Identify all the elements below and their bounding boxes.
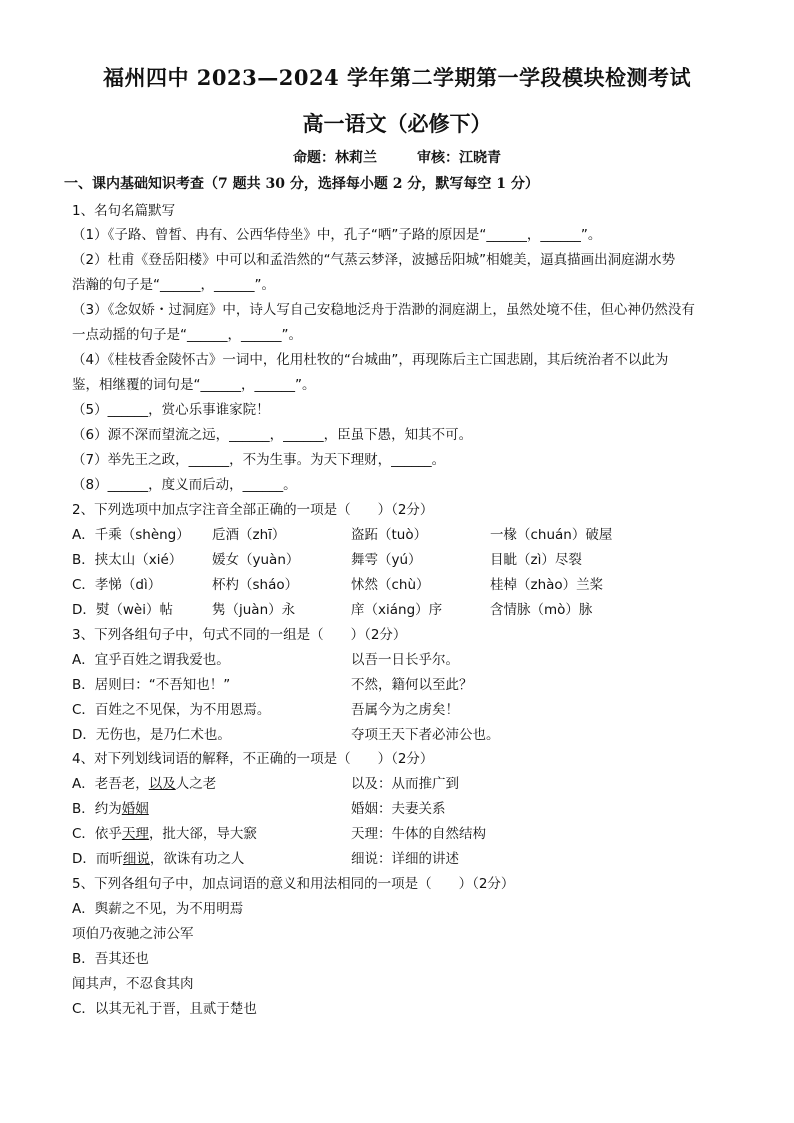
question-5-stem: 5、下列各组句子中，加点词语的意义和用法相同的一项是（ ）（2分） bbox=[72, 876, 515, 892]
q2-option: A．千乘（shèng） bbox=[72, 527, 190, 543]
q4-option-left: D．而听细说，欲诛有功之人 bbox=[72, 851, 245, 867]
reviewer: 审核：江晓青 bbox=[417, 150, 501, 166]
q2-option: 盗跖（tuò） bbox=[351, 527, 428, 543]
q1-line: （2）杜甫《登岳阳楼》中可以和孟浩然的“气蒸云梦泽，波撼岳阳城”相媲美，逼真描画出洞庭湖水势 bbox=[72, 252, 676, 268]
q1-line: （3）《念奴娇・过洞庭》中，诗人写自己安稳地泛舟于浩渺的洞庭湖上，虽然处境不佳，但心神仍然没有 bbox=[72, 302, 695, 318]
q2-option: 卮酒（zhī） bbox=[212, 527, 286, 543]
q3-option-left: D．无伤也，是乃仁术也。 bbox=[72, 727, 231, 743]
q5-line: 项伯乃夜驰之沛公军 bbox=[72, 926, 194, 942]
q2-option: 杯杓（sháo） bbox=[212, 577, 299, 593]
q4-option-right: 天理：牛体的自然结构 bbox=[351, 826, 486, 842]
q1-line: （5）______，赏心乐事谁家院！ bbox=[72, 402, 270, 418]
q3-option-right: 吾属今为之虏矣！ bbox=[351, 702, 459, 718]
q3-option-left: C．百姓之不见保，为不用恩焉。 bbox=[72, 702, 271, 718]
q1-line: 鉴，相继覆的词句是“______，______”。 bbox=[72, 377, 316, 393]
author: 命题：林莉兰 bbox=[293, 150, 377, 166]
q3-option-right: 不然，籍何以至此？ bbox=[351, 677, 473, 693]
q2-option: 媛女（yuàn） bbox=[212, 552, 300, 568]
q4-option-right: 细说：详细的讲述 bbox=[351, 851, 459, 867]
q3-option-right: 夺项王天下者必沛公也。 bbox=[351, 727, 500, 743]
q2-option: D．熨（wèi）帖 bbox=[72, 602, 173, 618]
q1-line: 一点动摇的句子是“______，______”。 bbox=[72, 327, 302, 343]
q1-line: （7）举先王之政，______，不为生事。为天下理财，______。 bbox=[72, 452, 446, 468]
q1-line: （8）______，度义而后动，______。 bbox=[72, 477, 297, 493]
q4-option-right: 婚姻：夫妻关系 bbox=[351, 801, 446, 817]
q2-option: 怵然（chù） bbox=[351, 577, 430, 593]
underlined-word: 婚姻 bbox=[121, 801, 149, 817]
q2-option: 舞雩（yú） bbox=[351, 552, 422, 568]
question-3-stem: 3、下列各组句子中，句式不同的一组是（ ）（2分） bbox=[72, 627, 407, 643]
exam-title: 福州四中 2023—2024 学年第二学期第一学段模块检测考试 bbox=[102, 65, 691, 90]
q3-option-left: B．居则曰：“不吾知也！” bbox=[72, 677, 231, 693]
author-line bbox=[0, 147, 794, 167]
question-4-stem: 4、对下列划线词语的解释，不正确的一项是（ ）（2分） bbox=[72, 751, 434, 767]
q4-option-left: A．老吾老，以及人之老 bbox=[72, 776, 217, 792]
q4-option-right: 以及：从而推广到 bbox=[351, 776, 459, 792]
q2-option: 隽（juàn）永 bbox=[212, 602, 296, 618]
q1-line: 浩瀚的句子是“______，______”。 bbox=[72, 277, 275, 293]
section-heading: 一、课内基础知识考查（7 题共 30 分，选择每小题 2 分，默写每空 1 分） bbox=[64, 176, 539, 192]
q5-line: 闻其声，不忍食其肉 bbox=[72, 976, 194, 992]
underlined-word: 天理 bbox=[121, 826, 149, 842]
q2-option: 含情脉（mò）脉 bbox=[490, 602, 593, 618]
q2-option: 庠（xiáng）序 bbox=[351, 602, 443, 618]
q1-line: （4）《桂枝香金陵怀古》一词中，化用杜牧的“台城曲”，再现陈后主亡国悲剧，其后统治者不以此为 bbox=[72, 352, 669, 368]
q5-line: B．吾其还也 bbox=[72, 951, 149, 967]
q5-line: A．舆薪之不见，为不用明焉 bbox=[72, 901, 244, 917]
q2-option: B．挟太山（xié） bbox=[72, 552, 183, 568]
q1-line: （6）源不深而望流之远，______，______，臣虽下愚，知其不可。 bbox=[72, 427, 473, 443]
question-1-stem: 1、名句名篇默写 bbox=[72, 203, 176, 219]
q2-option: 一椽（chuán）破屋 bbox=[490, 527, 613, 543]
q2-option: 桂棹（zhào）兰桨 bbox=[490, 577, 604, 593]
q2-option: 目眦（zì）尽裂 bbox=[490, 552, 582, 568]
underlined-word: 细说 bbox=[122, 851, 150, 867]
q4-option-left: C．依乎天理，批大郤，导大窾 bbox=[72, 826, 257, 842]
q3-option-right: 以吾一日长乎尔。 bbox=[351, 652, 459, 668]
q2-option: C．孝悌（dì） bbox=[72, 577, 162, 593]
q3-option-left: A．宜乎百姓之谓我爱也。 bbox=[72, 652, 230, 668]
underlined-word: 以及 bbox=[148, 776, 176, 792]
question-2-stem: 2、下列选项中加点字注音全部正确的一项是（ ）（2分） bbox=[72, 502, 434, 518]
q5-line: C．以其无礼于晋，且贰于楚也 bbox=[72, 1001, 257, 1017]
exam-subtitle: 高一语文（必修下） bbox=[302, 111, 492, 136]
q4-option-left: B．约为婚姻 bbox=[72, 801, 149, 817]
q1-line: （1）《子路、曾皙、冉有、公西华侍坐》中，孔子“哂”子路的原因是“______，______”。 bbox=[72, 227, 602, 243]
